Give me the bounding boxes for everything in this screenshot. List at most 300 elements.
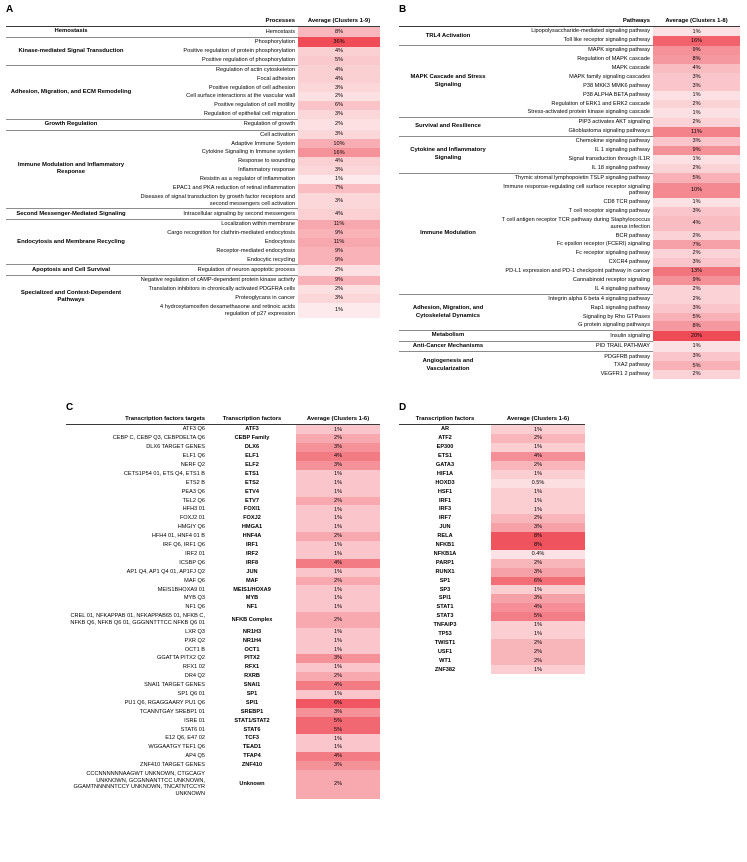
row-item-label: Positive regulation of cell motility: [214, 102, 295, 109]
tf-name-cell: NFKB1A: [433, 550, 457, 557]
table-row: [399, 470, 585, 479]
row-item-label: PDGFRB pathway: [604, 353, 650, 360]
tf-targets-cell: TEL2 Q6: [182, 497, 205, 504]
table-row: [66, 770, 380, 799]
table-row: [66, 577, 380, 586]
table-row: [6, 265, 380, 276]
category-label: Second Messenger-Mediated Signaling: [6, 209, 136, 220]
tf-targets-cell: ISRE 01: [184, 717, 205, 724]
tf-name-cell: ATF2: [438, 435, 452, 442]
table-row: [399, 434, 585, 443]
tf-name-cell: JUN: [439, 524, 451, 531]
heat-value-cell: 1%: [491, 443, 585, 452]
heat-value-cell: 1%: [296, 488, 380, 497]
heat-value-cell: 3%: [296, 443, 380, 452]
table-row: [66, 761, 380, 770]
tf-name-cell: NFKB1: [435, 542, 455, 549]
heat-value-cell: 1%: [491, 585, 585, 594]
table-row: [66, 672, 380, 681]
tf-name-cell: TFAP4: [243, 753, 261, 760]
tf-targets-cell: RFX1 02: [182, 664, 205, 671]
heat-value-cell: 1%: [653, 27, 740, 36]
tf-name-cell: HSF1: [437, 488, 453, 495]
table-row: [399, 559, 585, 568]
heat-value-cell: 11%: [298, 238, 380, 247]
table-row: [399, 443, 585, 452]
category-label: Immune Modulation: [399, 173, 497, 294]
heat-value-cell: 9%: [298, 276, 380, 285]
panel-a-table: [6, 17, 380, 318]
table-row: [66, 734, 380, 743]
tf-targets-cell: MAF Q6: [184, 577, 205, 584]
heat-value-cell: 16%: [653, 36, 740, 45]
tf-targets-cell: HFH4 01, HNF4 01 B: [151, 533, 205, 540]
row-item-label: Signaling by Rho GTPases: [582, 313, 650, 320]
row-item-label: Chemokine signaling pathway: [575, 138, 650, 145]
table-row: [66, 594, 380, 603]
tf-name-cell: DLX6: [244, 444, 260, 451]
panel-d-letter: D: [399, 402, 407, 413]
heat-value-cell: 4%: [298, 157, 380, 166]
row-item-label: Intracellular signaling by second messengers: [136, 209, 298, 220]
table-row: [399, 665, 585, 674]
category-label: Endocytosis and Membrane Recycling: [6, 220, 136, 265]
col-header-pathways: Pathways: [497, 17, 653, 27]
tf-name-cell: NR1H3: [242, 628, 262, 635]
tf-name-cell: STAT1: [436, 604, 454, 611]
table-row: [66, 628, 380, 637]
heat-value-cell: 2%: [491, 461, 585, 470]
row-item-label: T cell receptor signaling pathway: [568, 208, 650, 215]
heat-value-cell: 4%: [653, 216, 740, 232]
tf-name-cell: SP1: [246, 691, 258, 697]
table-row: [399, 541, 585, 550]
tf-targets-cell: DR4 Q2: [184, 673, 205, 680]
tf-name-cell: OCT1: [244, 646, 260, 653]
table-row: [399, 331, 740, 342]
heat-value-cell: 9%: [298, 256, 380, 265]
row-item-label: Proteoglycans in cancer: [235, 294, 295, 301]
heat-value-cell: 5%: [296, 717, 380, 726]
tf-targets-cell: CETS1P54 01, ETS Q4, ETS1 B: [123, 470, 205, 477]
heat-value-cell: 1%: [296, 743, 380, 752]
row-item-label: MAPK cascade: [611, 65, 650, 72]
row-item-label: Thymic stromal lymphopoietin TSLP signaling pathway: [514, 174, 650, 181]
row-item-label: Regulation of neuron apoptotic process: [136, 265, 298, 276]
table-row: [399, 621, 585, 630]
tf-name-cell: ETV7: [245, 497, 259, 504]
table-row: [66, 452, 380, 461]
col-header-average: Average (Clusters 1-6): [296, 415, 380, 425]
heat-value-cell: 5%: [653, 173, 740, 182]
row-item-label: Immune response-regulating cell surface receptor signaling pathway: [503, 183, 650, 197]
heat-value-cell: 1%: [296, 734, 380, 743]
table-row: [399, 603, 585, 612]
table-row: [399, 630, 585, 639]
tf-targets-cell: CEBP C, CEBP Q3, CEBPDELTA Q6: [112, 435, 205, 442]
tf-name-cell: ETS2: [245, 479, 259, 486]
table-row: [399, 505, 585, 514]
row-item-label: EPAC1 and PKA reduction of retinal inflammation: [172, 185, 295, 192]
row-item-label: G protein signaling pathways: [497, 321, 653, 330]
row-item-label: MAPK signaling pathway: [588, 47, 650, 54]
heat-value-cell: 2%: [298, 92, 380, 101]
heat-value-cell: 1%: [296, 550, 380, 559]
table-row: [6, 37, 380, 46]
heat-value-cell: 3%: [653, 258, 740, 267]
row-item-label: PID TRAIL PATHWAY: [497, 341, 653, 352]
row-item-label: IL 18 signaling pathway: [497, 164, 653, 173]
category-label: Metabolism: [399, 331, 497, 342]
heat-value-cell: 2%: [296, 497, 380, 506]
heat-value-cell: 11%: [298, 220, 380, 229]
heat-value-cell: 3%: [491, 568, 585, 577]
tf-name-cell: ZNF382: [434, 666, 456, 673]
heat-value-cell: 3%: [296, 708, 380, 717]
row-item-label: Hemostasis: [136, 27, 298, 38]
heat-value-cell: 4%: [298, 47, 380, 56]
table-row: [399, 341, 740, 352]
tf-name-cell: HNF4A: [242, 533, 262, 540]
heat-value-cell: 1%: [653, 91, 740, 100]
heat-value-cell: 6%: [296, 699, 380, 708]
table-row: [66, 559, 380, 568]
table-row: [399, 585, 585, 594]
row-item-label: IL 4 signaling pathway: [497, 285, 653, 294]
heat-value-cell: 3%: [296, 461, 380, 470]
heat-value-cell: 1%: [296, 479, 380, 488]
table-row: [399, 514, 585, 523]
table-row: [6, 130, 380, 139]
row-item-label: Focal adhesion: [257, 75, 295, 82]
table-row: [399, 488, 585, 497]
panel-b-letter: B: [399, 4, 407, 15]
tf-targets-cell: NF1 Q6: [185, 604, 205, 611]
heat-value-cell: 2%: [296, 612, 380, 628]
panel-d-body: [399, 425, 585, 674]
tf-name-cell: STAT3: [436, 613, 454, 620]
col-header-tf-targets: Transcription factors targets: [66, 415, 208, 425]
row-item-label: Stress-activated protein kinase signaling cascade: [497, 108, 653, 117]
heat-value-cell: 3%: [653, 73, 740, 82]
heat-value-cell: 0.5%: [491, 479, 585, 488]
heat-value-cell: 2%: [491, 559, 585, 568]
tf-name-cell: SNAI1: [243, 682, 261, 689]
tf-name-cell: RELA: [437, 533, 453, 540]
tf-targets-cell: DLX6 TARGET GENES: [146, 444, 205, 451]
row-item-label: Regulation of epithelial cell migration: [136, 110, 298, 119]
heat-value-cell: 1%: [491, 425, 585, 434]
heat-value-cell: 2%: [653, 118, 740, 127]
table-row: [66, 637, 380, 646]
tf-name-cell: HIF1A: [436, 470, 454, 477]
heat-value-cell: 1%: [653, 198, 740, 207]
row-item-label: CXCR4 pathway: [608, 259, 650, 266]
tf-name-cell: FOXJ2: [243, 515, 261, 522]
heat-value-cell: 1%: [296, 541, 380, 550]
heat-value-cell: 1%: [296, 663, 380, 672]
tf-targets-cell: HFH3 01: [182, 506, 205, 513]
heat-value-cell: 1%: [296, 690, 380, 699]
heat-value-cell: 4%: [298, 209, 380, 220]
row-item-label: Cell activation: [260, 131, 295, 138]
heat-value-cell: 9%: [298, 247, 380, 256]
row-item-label: Cytokine Signaling in Immune system: [201, 149, 295, 156]
table-row: [399, 612, 585, 621]
heat-value-cell: 1%: [296, 585, 380, 594]
table-row: [66, 550, 380, 559]
heat-value-cell: 2%: [296, 577, 380, 586]
row-item-label: Lipopolysaccharide-mediated signaling pathway: [531, 28, 650, 35]
tf-targets-cell: CREL 01, NFKAPPAB 01, NFKAPPAB65 01, NFKB C, NFKB Q6, NFKB Q6 01, GGGNNTTTCC NFKB Q6 01: [70, 613, 205, 626]
tf-name-cell: STAT6: [243, 726, 261, 733]
tf-name-cell: PARP1: [435, 559, 455, 566]
heat-value-cell: 8%: [491, 532, 585, 541]
heat-value-cell: 1%: [491, 630, 585, 639]
row-item-label: Rap1 signaling pathway: [590, 304, 650, 311]
table-row: [66, 752, 380, 761]
tf-name-cell: TWIST1: [434, 639, 456, 646]
tf-targets-cell: HMGIY Q6: [177, 524, 205, 531]
table-row: [66, 443, 380, 452]
heat-value-cell: 3%: [653, 304, 740, 313]
tf-name-cell: TCF3: [245, 735, 259, 742]
heat-value-cell: 1%: [296, 505, 380, 514]
row-item-label: Localization within membrane: [221, 221, 295, 228]
heat-value-cell: 4%: [298, 75, 380, 84]
tf-targets-cell: ATF3 Q6: [182, 426, 205, 433]
table-row: [399, 523, 585, 532]
heat-value-cell: 1%: [296, 628, 380, 637]
heat-value-cell: 2%: [653, 100, 740, 109]
table-row: [399, 352, 740, 361]
heat-value-cell: 3%: [491, 523, 585, 532]
tf-targets-cell: MYB Q3: [183, 595, 205, 602]
tf-name-cell: ELF1: [245, 453, 259, 460]
heat-value-cell: 7%: [298, 184, 380, 193]
table-header-row: [6, 17, 380, 27]
heat-value-cell: 3%: [296, 654, 380, 663]
table-row: [6, 220, 380, 229]
tf-name-cell: NFKB Complex: [231, 616, 273, 623]
tf-name-cell: IRF2: [245, 550, 259, 557]
table-row: [66, 523, 380, 532]
heat-value-cell: 1%: [653, 108, 740, 117]
tf-name-cell: EP300: [436, 444, 454, 451]
row-item-label: Fc epsilon receptor (FCERI) signaling: [556, 241, 650, 248]
row-item-label: VEGFR1 2 pathway: [600, 371, 650, 378]
heat-value-cell: 5%: [298, 56, 380, 65]
table-header-row: [399, 17, 740, 27]
table-row: [399, 173, 740, 182]
heat-value-cell: 2%: [298, 119, 380, 130]
tf-name-cell: STAT1/STAT2: [234, 717, 270, 724]
table-row: [66, 541, 380, 550]
tf-name-cell: NR1H4: [242, 637, 262, 644]
heat-value-cell: 7%: [653, 240, 740, 249]
row-item-label: Regulation of actin cytoskeleton: [216, 66, 295, 73]
tf-name-cell: SPI1: [438, 595, 452, 602]
row-item-label: Positive regulation of protein phosphorylation: [183, 47, 295, 54]
row-item-label: BCR pathway: [615, 232, 650, 239]
heat-value-cell: 13%: [653, 267, 740, 276]
tf-targets-cell: ZNF410 TARGET GENES: [140, 762, 205, 769]
heat-value-cell: 9%: [653, 46, 740, 55]
row-item-label: Positive regulation of phosphorylation: [136, 56, 298, 65]
heat-value-cell: 2%: [491, 514, 585, 523]
col-header-category: [399, 17, 497, 27]
tf-targets-cell: MEIS1BHOXA9 01: [157, 586, 205, 593]
tf-name-cell: IRF7: [438, 515, 452, 522]
table-row: [399, 452, 585, 461]
heat-value-cell: 1%: [296, 645, 380, 654]
table-row: [6, 65, 380, 74]
table-header-row: [399, 415, 585, 425]
table-row: [66, 488, 380, 497]
table-row: [66, 461, 380, 470]
table-row: [66, 497, 380, 506]
heat-value-cell: 8%: [491, 541, 585, 550]
row-item-label: Toll like receptor signaling pathway: [497, 36, 653, 45]
panel-b: [399, 4, 743, 379]
tf-targets-cell: SNAI1 TARGET GENES: [144, 682, 205, 689]
panel-c-body: [66, 425, 380, 799]
category-label: Angiogenesis and Vascularization: [422, 358, 474, 372]
tf-targets-cell: TCANNTGAY SREBP1 01: [139, 708, 205, 715]
category-label: Growth Regulation: [6, 119, 136, 130]
panel-a-letter: A: [6, 4, 14, 15]
heat-value-cell: 1%: [491, 497, 585, 506]
tf-targets-cell: LXR Q3: [185, 628, 205, 635]
heat-value-cell: 3%: [296, 761, 380, 770]
heat-value-cell: 1%: [491, 621, 585, 630]
row-item-label: Regulation of ERK1 and ERK2 cascade: [551, 100, 650, 107]
heat-value-cell: 6%: [298, 101, 380, 110]
table-row: [66, 585, 380, 594]
row-item-label: CD8 TCR pathway: [603, 199, 650, 206]
row-item-label: Adaptive Immune System: [231, 140, 295, 147]
table-row: [399, 550, 585, 559]
tf-targets-cell: E12 Q6, E47 02: [165, 735, 205, 742]
heat-value-cell: 5%: [653, 313, 740, 322]
heat-value-cell: 11%: [653, 127, 740, 136]
table-row: [66, 708, 380, 717]
table-row: [66, 690, 380, 699]
heat-value-cell: 4%: [298, 65, 380, 74]
col-header-average: Average (Clusters 1-8): [653, 17, 740, 27]
heat-value-cell: 3%: [298, 166, 380, 175]
tf-targets-cell: FOXJ2 01: [179, 515, 205, 522]
row-item-label: Positive regulation of cell adhesion: [208, 84, 295, 91]
col-header-tf: Transcription factors: [208, 415, 296, 425]
heat-value-cell: 1%: [491, 470, 585, 479]
tf-name-cell: CEBP Family: [234, 435, 270, 442]
row-item-label: Endocytosis: [264, 238, 295, 245]
heat-value-cell: 1%: [298, 303, 380, 319]
row-item-label: Cell surface interactions at the vascular wall: [186, 93, 295, 100]
tf-targets-cell: IRF Q6, IRF1 Q6: [162, 542, 205, 549]
heat-value-cell: 2%: [491, 434, 585, 443]
panel-c-table: [66, 415, 380, 799]
tf-name-cell: JUN: [246, 568, 258, 575]
row-item-label: P38 MKK3 MMK6 pathway: [583, 82, 650, 89]
tf-name-cell: TP53: [438, 630, 452, 637]
table-row: [66, 470, 380, 479]
col-header-category: [6, 17, 136, 27]
row-item-label: Phosphorylation: [254, 39, 295, 46]
heat-value-cell: 1%: [298, 175, 380, 184]
heat-value-cell: 8%: [653, 55, 740, 64]
heat-value-cell: 1%: [296, 637, 380, 646]
tf-targets-cell: IRF2 01: [185, 550, 205, 557]
tf-name-cell: ETV4: [245, 488, 259, 495]
table-row: [6, 119, 380, 130]
category-label: Specialized and Context-Dependent Pathways: [20, 289, 122, 304]
tf-targets-cell: AP1 Q4, AP1 Q4 01, AP1FJ Q2: [126, 568, 205, 575]
tf-targets-cell: ELF1 Q6: [182, 453, 205, 460]
heat-value-cell: 2%: [491, 639, 585, 648]
panel-a: [6, 4, 384, 318]
tf-name-cell: HMGA1: [241, 524, 263, 531]
row-item-label: Diseases of signal transduction by growth factor receptors and second messengers cell activation: [136, 193, 298, 209]
col-header-tf: Transcription factors: [399, 415, 491, 425]
row-item-label: Cargo recognition for clathrin-mediated endocytosis: [167, 229, 295, 236]
tf-targets-cell: ETS2 B: [185, 479, 205, 486]
row-item-label: Cannabinoid receptor signaling: [572, 277, 650, 284]
heat-value-cell: 1%: [296, 514, 380, 523]
heat-value-cell: 1%: [296, 425, 380, 434]
row-item-label: Endocytic recycling: [136, 256, 298, 265]
row-item-label: 4 hydroxytamoxifen dexamethasone and retinoic acids regulation of p27 expression: [160, 303, 295, 317]
row-item-label: Regulation of MAPK cascade: [577, 56, 650, 63]
heat-value-cell: 3%: [298, 83, 380, 92]
panel-d: [399, 402, 589, 674]
table-row: [399, 137, 740, 146]
category-label: TRL4 Activation: [399, 27, 497, 46]
heat-value-cell: 20%: [653, 331, 740, 342]
tf-name-cell: ETS1: [438, 453, 452, 460]
tf-name-cell: ATF3: [245, 426, 259, 433]
tf-name-cell: WT1: [439, 657, 451, 664]
category-label: Cytokine and Inflammatory Signaling: [399, 137, 497, 174]
tf-name-cell: TNFAIP3: [433, 622, 457, 629]
table-row: [399, 594, 585, 603]
heat-value-cell: 1%: [296, 523, 380, 532]
table-row: [6, 209, 380, 220]
row-item-label: Insulin signaling: [497, 331, 653, 342]
category-label: Immune Modulation and Inflammatory Response: [6, 130, 136, 209]
heat-value-cell: 6%: [491, 577, 585, 586]
table-row: [399, 639, 585, 648]
heat-value-cell: 4%: [296, 752, 380, 761]
tf-name-cell: ZNF410: [241, 762, 263, 769]
heat-value-cell: 0.4%: [491, 550, 585, 559]
heat-value-cell: 1%: [491, 505, 585, 514]
heat-value-cell: 1%: [653, 341, 740, 352]
tf-name-cell: HOXD3: [435, 479, 455, 486]
tf-name-cell: SPI1: [245, 699, 259, 706]
heat-value-cell: 3%: [653, 207, 740, 216]
heat-value-cell: 2%: [653, 164, 740, 173]
table-row: [66, 514, 380, 523]
tf-name-cell: RXRB: [244, 673, 260, 680]
table-row: [66, 425, 380, 434]
table-row: [399, 577, 585, 586]
table-row: [66, 603, 380, 612]
heat-value-cell: 2%: [296, 672, 380, 681]
heat-value-cell: 2%: [653, 294, 740, 303]
table-row: [399, 657, 585, 666]
